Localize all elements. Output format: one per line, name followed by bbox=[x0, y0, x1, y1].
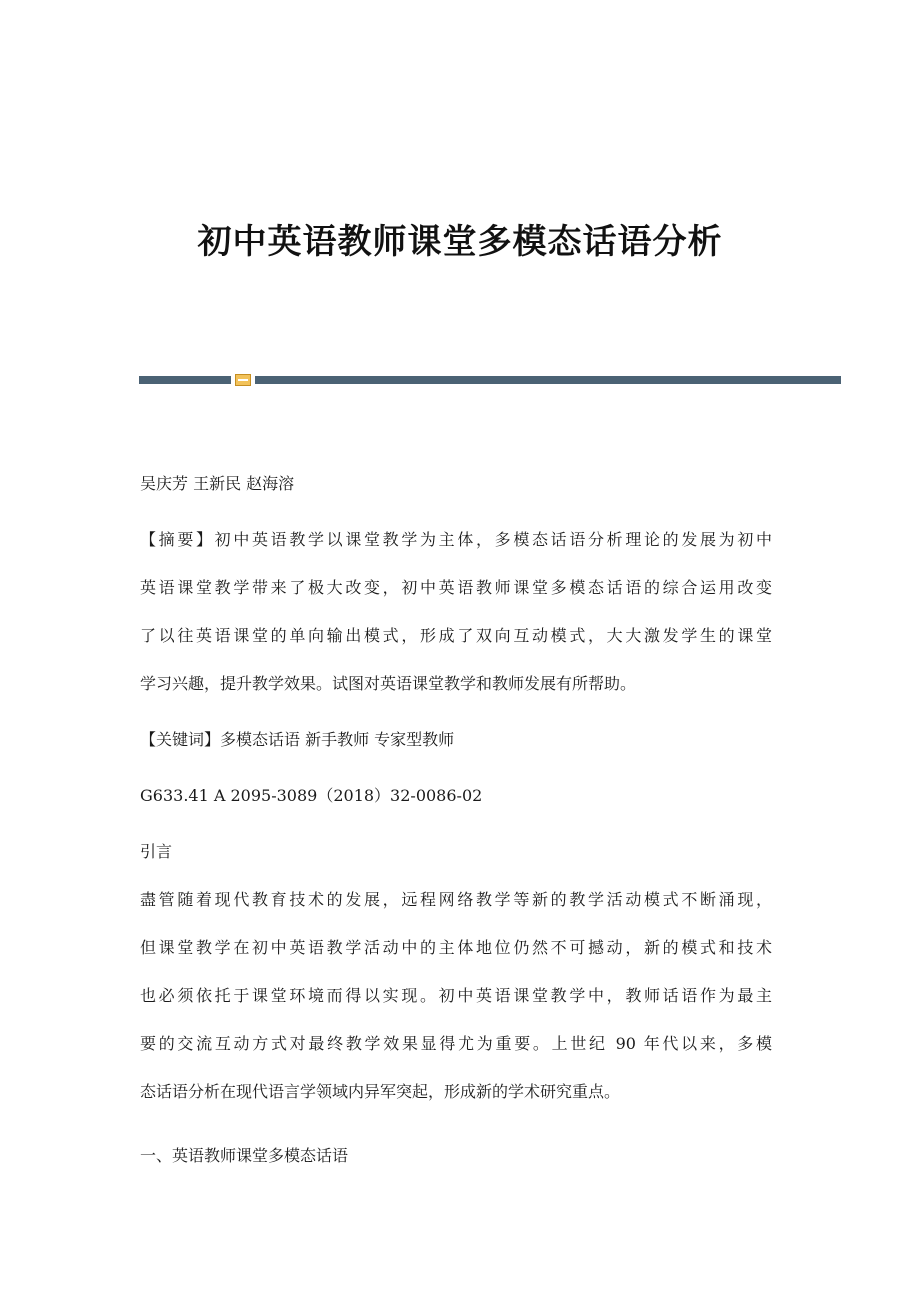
intro-line: 也必须依托于课堂环境而得以实现。初中英语课堂教学中，教师话语作为最主 bbox=[140, 986, 772, 1005]
intro-line: 态话语分析在现代语言学领域内异军突起，形成新的学术研究重点。 bbox=[140, 1082, 621, 1101]
abstract-line: 学习兴趣，提升教学效果。试图对英语课堂教学和教师发展有所帮助。 bbox=[140, 674, 637, 693]
abstract-line: 了以往英语课堂的单向输出模式，形成了双向互动模式，大大激发学生的课堂 bbox=[140, 626, 772, 645]
divider-bar-left bbox=[139, 376, 231, 384]
divider-bar-right bbox=[255, 376, 841, 384]
intro-heading: 引言 bbox=[140, 842, 173, 861]
classification-code: G633.41 A 2095-3089（2018）32-0086-02 bbox=[140, 786, 483, 805]
divider-ornament-icon bbox=[235, 374, 251, 386]
abstract-paragraph bbox=[140, 516, 772, 708]
abstract-line: 【摘要】初中英语教学以课堂教学为主体，多模态话语分析理论的发展为初中 bbox=[140, 530, 772, 549]
section-heading: 一、英语教师课堂多模态话语 bbox=[140, 1146, 349, 1165]
intro-line: 要的交流互动方式对最终教学效果显得尤为重要。上世纪 90 年代以来，多模 bbox=[140, 1034, 772, 1053]
authors: 吴庆芳 王新民 赵海溶 bbox=[140, 474, 295, 493]
intro-line: 但课堂教学在初中英语教学活动中的主体地位仍然不可撼动，新的模式和技术 bbox=[140, 938, 772, 957]
intro-line: 盡管随着现代教育技术的发展，远程网络教学等新的教学活动模式不断涌现， bbox=[140, 890, 772, 909]
document-title: 初中英语教师课堂多模态话语分析 bbox=[197, 222, 723, 262]
abstract-line: 英语课堂教学带来了极大改变，初中英语教师课堂多模态话语的综合运用改变 bbox=[140, 578, 772, 597]
keywords: 【关键词】多模态话语 新手教师 专家型教师 bbox=[140, 730, 455, 749]
intro-paragraph bbox=[140, 876, 772, 1116]
title-divider bbox=[139, 374, 841, 386]
